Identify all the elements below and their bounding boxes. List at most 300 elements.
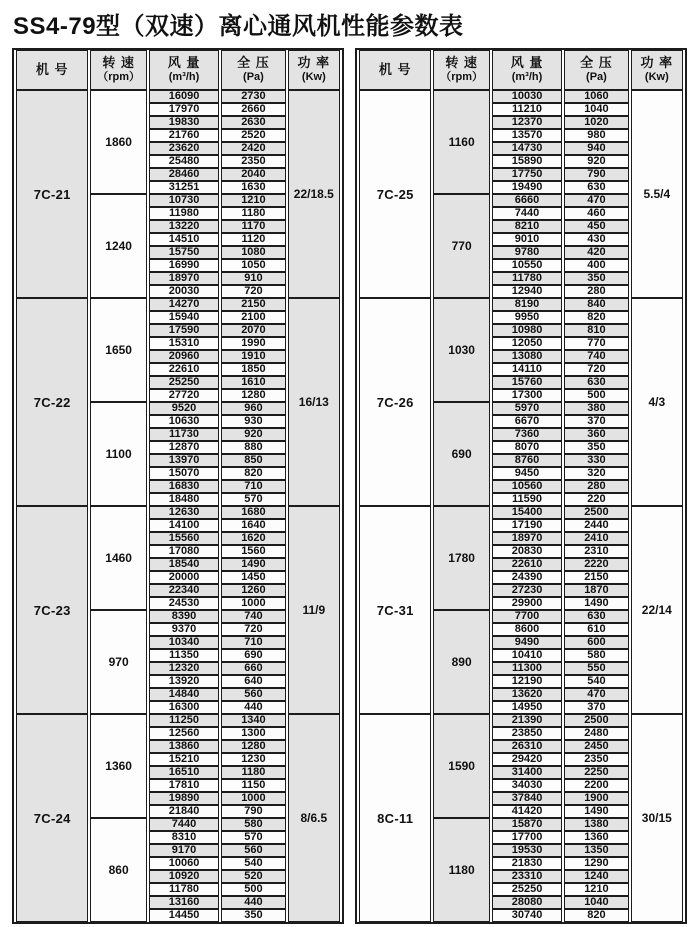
flow-cell: 20960 bbox=[149, 350, 219, 363]
flow-cell: 30740 bbox=[492, 909, 562, 922]
flow-cell: 12630 bbox=[149, 506, 219, 519]
pressure-cell: 920 bbox=[564, 155, 628, 168]
pressure-cell: 1040 bbox=[564, 103, 628, 116]
pressure-cell: 2500 bbox=[564, 506, 628, 519]
model-cell: 8C-11 bbox=[359, 714, 431, 922]
pressure-cell: 720 bbox=[564, 363, 628, 376]
flow-cell: 9780 bbox=[492, 246, 562, 259]
flow-cell: 23310 bbox=[492, 870, 562, 883]
pressure-cell: 1280 bbox=[221, 389, 285, 402]
flow-cell: 10730 bbox=[149, 194, 219, 207]
flow-cell: 10980 bbox=[492, 324, 562, 337]
data-row bbox=[359, 714, 683, 727]
pressure-cell: 570 bbox=[221, 831, 285, 844]
flow-cell: 11210 bbox=[492, 103, 562, 116]
flow-cell: 15400 bbox=[492, 506, 562, 519]
flow-cell: 8760 bbox=[492, 454, 562, 467]
pressure-cell: 2220 bbox=[564, 558, 628, 571]
col-power-header-unit: (Kw) bbox=[301, 71, 326, 84]
spec-table-right bbox=[355, 48, 687, 924]
flow-cell: 34030 bbox=[492, 779, 562, 792]
flow-cell: 20000 bbox=[149, 571, 219, 584]
pressure-cell: 450 bbox=[564, 220, 628, 233]
pressure-cell: 1490 bbox=[564, 597, 628, 610]
flow-cell: 9170 bbox=[149, 844, 219, 857]
power-cell: 11/9 bbox=[288, 506, 340, 714]
pressure-cell: 1000 bbox=[221, 792, 285, 805]
flow-cell: 6670 bbox=[492, 415, 562, 428]
flow-cell: 17700 bbox=[492, 831, 562, 844]
pressure-cell: 1870 bbox=[564, 584, 628, 597]
pressure-cell: 540 bbox=[221, 857, 285, 870]
flow-cell: 17810 bbox=[149, 779, 219, 792]
pressure-cell: 1060 bbox=[564, 90, 628, 103]
pressure-cell: 2480 bbox=[564, 727, 628, 740]
pressure-cell: 710 bbox=[221, 636, 285, 649]
flow-cell: 21760 bbox=[149, 129, 219, 142]
flow-cell: 16510 bbox=[149, 766, 219, 779]
flow-cell: 12370 bbox=[492, 116, 562, 129]
pressure-cell: 540 bbox=[564, 675, 628, 688]
flow-cell: 13860 bbox=[149, 740, 219, 753]
flow-cell: 25480 bbox=[149, 155, 219, 168]
pressure-cell: 920 bbox=[221, 428, 285, 441]
flow-cell: 11250 bbox=[149, 714, 219, 727]
col-pressure-header: 全 压 (Pa) bbox=[221, 50, 285, 90]
pressure-cell: 820 bbox=[221, 467, 285, 480]
flow-cell: 12560 bbox=[149, 727, 219, 740]
flow-cell: 15210 bbox=[149, 753, 219, 766]
pressure-cell: 630 bbox=[564, 181, 628, 194]
pressure-cell: 1180 bbox=[221, 766, 285, 779]
pressure-cell: 2730 bbox=[221, 90, 285, 103]
flow-cell: 15940 bbox=[149, 311, 219, 324]
pressure-cell: 2100 bbox=[221, 311, 285, 324]
flow-cell: 14450 bbox=[149, 909, 219, 922]
pressure-cell: 400 bbox=[564, 259, 628, 272]
flow-cell: 19890 bbox=[149, 792, 219, 805]
flow-cell: 8210 bbox=[492, 220, 562, 233]
col-power-header: 功 率 (Kw) bbox=[288, 50, 340, 90]
speed-cell: 970 bbox=[90, 610, 146, 714]
flow-cell: 15560 bbox=[149, 532, 219, 545]
flow-cell: 6660 bbox=[492, 194, 562, 207]
pressure-cell: 640 bbox=[221, 675, 285, 688]
power-cell: 30/15 bbox=[631, 714, 683, 922]
flow-cell: 10560 bbox=[492, 480, 562, 493]
pressure-cell: 470 bbox=[564, 688, 628, 701]
pressure-cell: 500 bbox=[564, 389, 628, 402]
flow-cell: 14840 bbox=[149, 688, 219, 701]
pressure-cell: 1640 bbox=[221, 519, 285, 532]
flow-cell: 13160 bbox=[149, 896, 219, 909]
flow-cell: 21830 bbox=[492, 857, 562, 870]
pressure-cell: 1290 bbox=[564, 857, 628, 870]
col-model-header: 机 号 bbox=[16, 50, 88, 90]
flow-cell: 13620 bbox=[492, 688, 562, 701]
speed-cell: 890 bbox=[433, 610, 489, 714]
pressure-cell: 560 bbox=[221, 688, 285, 701]
pressure-cell: 350 bbox=[564, 272, 628, 285]
pressure-cell: 1630 bbox=[221, 181, 285, 194]
pressure-cell: 380 bbox=[564, 402, 628, 415]
flow-cell: 12320 bbox=[149, 662, 219, 675]
flow-cell: 12940 bbox=[492, 285, 562, 298]
col-pressure-header-unit: (Pa) bbox=[243, 71, 264, 84]
flow-cell: 10550 bbox=[492, 259, 562, 272]
power-cell: 8/6.5 bbox=[288, 714, 340, 922]
flow-cell: 8070 bbox=[492, 441, 562, 454]
flow-cell: 11300 bbox=[492, 662, 562, 675]
flow-cell: 31251 bbox=[149, 181, 219, 194]
pressure-cell: 1210 bbox=[221, 194, 285, 207]
flow-cell: 7440 bbox=[149, 818, 219, 831]
pressure-cell: 1350 bbox=[564, 844, 628, 857]
col-pressure-header: 全 压 (Pa) bbox=[564, 50, 628, 90]
model-cell: 7C-24 bbox=[16, 714, 88, 922]
speed-cell: 1240 bbox=[90, 194, 146, 298]
flow-cell: 9950 bbox=[492, 311, 562, 324]
pressure-cell: 1610 bbox=[221, 376, 285, 389]
flow-cell: 12190 bbox=[492, 675, 562, 688]
data-row bbox=[16, 506, 340, 519]
pressure-cell: 1210 bbox=[564, 883, 628, 896]
power-cell: 16/13 bbox=[288, 298, 340, 506]
pressure-cell: 2040 bbox=[221, 168, 285, 181]
power-cell: 22/14 bbox=[631, 506, 683, 714]
col-power-header: 功 率 (Kw) bbox=[631, 50, 683, 90]
pressure-cell: 820 bbox=[564, 311, 628, 324]
pressure-cell: 360 bbox=[564, 428, 628, 441]
pressure-cell: 440 bbox=[221, 896, 285, 909]
flow-cell: 18540 bbox=[149, 558, 219, 571]
pressure-cell: 840 bbox=[564, 298, 628, 311]
data-row bbox=[16, 90, 340, 103]
flow-cell: 20830 bbox=[492, 545, 562, 558]
flow-cell: 13920 bbox=[149, 675, 219, 688]
flow-cell: 17300 bbox=[492, 389, 562, 402]
pressure-cell: 1900 bbox=[564, 792, 628, 805]
pressure-cell: 1560 bbox=[221, 545, 285, 558]
flow-cell: 9010 bbox=[492, 233, 562, 246]
pressure-cell: 1050 bbox=[221, 259, 285, 272]
pressure-cell: 2500 bbox=[564, 714, 628, 727]
pressure-cell: 280 bbox=[564, 480, 628, 493]
flow-cell: 18970 bbox=[492, 532, 562, 545]
flow-cell: 8390 bbox=[149, 610, 219, 623]
flow-cell: 21390 bbox=[492, 714, 562, 727]
data-row bbox=[359, 298, 683, 311]
flow-cell: 27230 bbox=[492, 584, 562, 597]
flow-cell: 10630 bbox=[149, 415, 219, 428]
flow-cell: 26310 bbox=[492, 740, 562, 753]
pressure-cell: 1230 bbox=[221, 753, 285, 766]
power-cell: 5.5/4 bbox=[631, 90, 683, 298]
model-cell: 7C-23 bbox=[16, 506, 88, 714]
flow-cell: 14510 bbox=[149, 233, 219, 246]
pressure-cell: 350 bbox=[564, 441, 628, 454]
flow-cell: 12870 bbox=[149, 441, 219, 454]
pressure-cell: 420 bbox=[564, 246, 628, 259]
pressure-cell: 720 bbox=[221, 623, 285, 636]
flow-cell: 9370 bbox=[149, 623, 219, 636]
flow-cell: 7440 bbox=[492, 207, 562, 220]
pressure-cell: 1240 bbox=[564, 870, 628, 883]
power-cell: 22/18.5 bbox=[288, 90, 340, 298]
pressure-cell: 1850 bbox=[221, 363, 285, 376]
pressure-cell: 720 bbox=[221, 285, 285, 298]
pressure-cell: 2410 bbox=[564, 532, 628, 545]
flow-cell: 20030 bbox=[149, 285, 219, 298]
pressure-cell: 2630 bbox=[221, 116, 285, 129]
pressure-cell: 430 bbox=[564, 233, 628, 246]
flow-cell: 11980 bbox=[149, 207, 219, 220]
speed-cell: 1860 bbox=[90, 90, 146, 194]
power-cell: 4/3 bbox=[631, 298, 683, 506]
col-flow-header-unit: (m³/h) bbox=[511, 71, 543, 84]
data-row bbox=[16, 714, 340, 727]
pressure-cell: 1360 bbox=[564, 831, 628, 844]
pressure-cell: 660 bbox=[221, 662, 285, 675]
pressure-cell: 1490 bbox=[221, 558, 285, 571]
pressure-cell: 2250 bbox=[564, 766, 628, 779]
pressure-cell: 630 bbox=[564, 376, 628, 389]
pressure-cell: 460 bbox=[564, 207, 628, 220]
page-title: SS4-79型（双速）离心通风机性能参数表 bbox=[13, 13, 464, 40]
flow-cell: 18480 bbox=[149, 493, 219, 506]
pressure-cell: 930 bbox=[221, 415, 285, 428]
flow-cell: 7700 bbox=[492, 610, 562, 623]
pressure-cell: 1150 bbox=[221, 779, 285, 792]
col-flow-header-unit: (m³/h) bbox=[168, 71, 200, 84]
flow-cell: 13570 bbox=[492, 129, 562, 142]
flow-cell: 17590 bbox=[149, 324, 219, 337]
flow-cell: 28460 bbox=[149, 168, 219, 181]
pressure-cell: 880 bbox=[221, 441, 285, 454]
speed-cell: 690 bbox=[433, 402, 489, 506]
pressure-cell: 1680 bbox=[221, 506, 285, 519]
flow-cell: 13970 bbox=[149, 454, 219, 467]
flow-cell: 29420 bbox=[492, 753, 562, 766]
pressure-cell: 1910 bbox=[221, 350, 285, 363]
flow-cell: 10410 bbox=[492, 649, 562, 662]
flow-cell: 8310 bbox=[149, 831, 219, 844]
flow-cell: 23850 bbox=[492, 727, 562, 740]
flow-cell: 15870 bbox=[492, 818, 562, 831]
pressure-cell: 980 bbox=[564, 129, 628, 142]
pressure-cell: 2200 bbox=[564, 779, 628, 792]
pressure-cell: 580 bbox=[221, 818, 285, 831]
pressure-cell: 280 bbox=[564, 285, 628, 298]
flow-cell: 17750 bbox=[492, 168, 562, 181]
flow-cell: 17190 bbox=[492, 519, 562, 532]
speed-cell: 1590 bbox=[433, 714, 489, 818]
pressure-cell: 1340 bbox=[221, 714, 285, 727]
pressure-cell: 520 bbox=[221, 870, 285, 883]
pressure-cell: 1020 bbox=[564, 116, 628, 129]
speed-cell: 1030 bbox=[433, 298, 489, 402]
flow-cell: 19830 bbox=[149, 116, 219, 129]
flow-cell: 13220 bbox=[149, 220, 219, 233]
flow-cell: 37840 bbox=[492, 792, 562, 805]
flow-cell: 24530 bbox=[149, 597, 219, 610]
model-cell: 7C-31 bbox=[359, 506, 431, 714]
pressure-cell: 940 bbox=[564, 142, 628, 155]
pressure-cell: 810 bbox=[564, 324, 628, 337]
pressure-cell: 1620 bbox=[221, 532, 285, 545]
model-cell: 7C-22 bbox=[16, 298, 88, 506]
pressure-cell: 2440 bbox=[564, 519, 628, 532]
pressure-cell: 850 bbox=[221, 454, 285, 467]
spec-table-left bbox=[12, 48, 344, 924]
pressure-cell: 630 bbox=[564, 610, 628, 623]
col-speed-header-unit: （rpm） bbox=[440, 71, 484, 84]
flow-cell: 16300 bbox=[149, 701, 219, 714]
col-flow-header: 风 量 (m³/h) bbox=[149, 50, 219, 90]
flow-cell: 14270 bbox=[149, 298, 219, 311]
pressure-cell: 1080 bbox=[221, 246, 285, 259]
flow-cell: 15760 bbox=[492, 376, 562, 389]
model-cell: 7C-25 bbox=[359, 90, 431, 298]
pressure-cell: 1180 bbox=[221, 207, 285, 220]
flow-cell: 25250 bbox=[492, 883, 562, 896]
col-model-header: 机 号 bbox=[359, 50, 431, 90]
flow-cell: 10030 bbox=[492, 90, 562, 103]
pressure-cell: 1000 bbox=[221, 597, 285, 610]
pressure-cell: 740 bbox=[221, 610, 285, 623]
pressure-cell: 580 bbox=[564, 649, 628, 662]
col-pressure-header-unit: (Pa) bbox=[586, 71, 607, 84]
speed-cell: 1780 bbox=[433, 506, 489, 610]
col-speed-header-unit: （rpm） bbox=[97, 71, 141, 84]
pressure-cell: 740 bbox=[564, 350, 628, 363]
flow-cell: 16990 bbox=[149, 259, 219, 272]
col-flow-header: 风 量 (m³/h) bbox=[492, 50, 562, 90]
pressure-cell: 570 bbox=[221, 493, 285, 506]
pressure-cell: 470 bbox=[564, 194, 628, 207]
flow-cell: 15750 bbox=[149, 246, 219, 259]
pressure-cell: 790 bbox=[564, 168, 628, 181]
flow-cell: 17970 bbox=[149, 103, 219, 116]
pressure-cell: 2150 bbox=[564, 571, 628, 584]
pressure-cell: 440 bbox=[221, 701, 285, 714]
pressure-cell: 1040 bbox=[564, 896, 628, 909]
flow-cell: 10340 bbox=[149, 636, 219, 649]
pressure-cell: 1260 bbox=[221, 584, 285, 597]
speed-cell: 1460 bbox=[90, 506, 146, 610]
flow-cell: 9450 bbox=[492, 467, 562, 480]
pressure-cell: 1990 bbox=[221, 337, 285, 350]
pressure-cell: 1490 bbox=[564, 805, 628, 818]
col-speed-header: 转 速 （rpm） bbox=[433, 50, 489, 90]
pressure-cell: 1120 bbox=[221, 233, 285, 246]
pressure-cell: 500 bbox=[221, 883, 285, 896]
pressure-cell: 600 bbox=[564, 636, 628, 649]
pressure-cell: 610 bbox=[564, 623, 628, 636]
pressure-cell: 320 bbox=[564, 467, 628, 480]
flow-cell: 19490 bbox=[492, 181, 562, 194]
flow-cell: 17080 bbox=[149, 545, 219, 558]
speed-cell: 1100 bbox=[90, 402, 146, 506]
pressure-cell: 820 bbox=[564, 909, 628, 922]
flow-cell: 10920 bbox=[149, 870, 219, 883]
flow-cell: 28080 bbox=[492, 896, 562, 909]
pressure-cell: 2150 bbox=[221, 298, 285, 311]
flow-cell: 22610 bbox=[149, 363, 219, 376]
pressure-cell: 1300 bbox=[221, 727, 285, 740]
flow-cell: 41420 bbox=[492, 805, 562, 818]
flow-cell: 9520 bbox=[149, 402, 219, 415]
data-row bbox=[359, 90, 683, 103]
pressure-cell: 220 bbox=[564, 493, 628, 506]
flow-cell: 7360 bbox=[492, 428, 562, 441]
pressure-cell: 1170 bbox=[221, 220, 285, 233]
flow-cell: 8190 bbox=[492, 298, 562, 311]
flow-cell: 10060 bbox=[149, 857, 219, 870]
flow-cell: 14730 bbox=[492, 142, 562, 155]
flow-cell: 11780 bbox=[149, 883, 219, 896]
pressure-cell: 370 bbox=[564, 415, 628, 428]
flow-cell: 12050 bbox=[492, 337, 562, 350]
flow-cell: 16090 bbox=[149, 90, 219, 103]
speed-cell: 1160 bbox=[433, 90, 489, 194]
pressure-cell: 690 bbox=[221, 649, 285, 662]
flow-cell: 15890 bbox=[492, 155, 562, 168]
flow-cell: 22340 bbox=[149, 584, 219, 597]
flow-cell: 29900 bbox=[492, 597, 562, 610]
pressure-cell: 560 bbox=[221, 844, 285, 857]
pressure-cell: 790 bbox=[221, 805, 285, 818]
flow-cell: 19530 bbox=[492, 844, 562, 857]
flow-cell: 5970 bbox=[492, 402, 562, 415]
pressure-cell: 2520 bbox=[221, 129, 285, 142]
data-row bbox=[359, 506, 683, 519]
flow-cell: 9490 bbox=[492, 636, 562, 649]
flow-cell: 25250 bbox=[149, 376, 219, 389]
flow-cell: 11590 bbox=[492, 493, 562, 506]
flow-cell: 8600 bbox=[492, 623, 562, 636]
pressure-cell: 1380 bbox=[564, 818, 628, 831]
pressure-cell: 350 bbox=[221, 909, 285, 922]
flow-cell: 15310 bbox=[149, 337, 219, 350]
pressure-cell: 960 bbox=[221, 402, 285, 415]
header-row bbox=[16, 50, 340, 90]
pressure-cell: 2660 bbox=[221, 103, 285, 116]
pressure-cell: 2350 bbox=[221, 155, 285, 168]
pressure-cell: 550 bbox=[564, 662, 628, 675]
pressure-cell: 330 bbox=[564, 454, 628, 467]
flow-cell: 23620 bbox=[149, 142, 219, 155]
flow-cell: 16830 bbox=[149, 480, 219, 493]
speed-cell: 860 bbox=[90, 818, 146, 922]
model-cell: 7C-21 bbox=[16, 90, 88, 298]
pressure-cell: 770 bbox=[564, 337, 628, 350]
data-row bbox=[16, 298, 340, 311]
pressure-cell: 710 bbox=[221, 480, 285, 493]
flow-cell: 21840 bbox=[149, 805, 219, 818]
flow-cell: 27720 bbox=[149, 389, 219, 402]
pressure-cell: 370 bbox=[564, 701, 628, 714]
flow-cell: 14110 bbox=[492, 363, 562, 376]
flow-cell: 11350 bbox=[149, 649, 219, 662]
col-power-header-unit: (Kw) bbox=[644, 71, 669, 84]
flow-cell: 11730 bbox=[149, 428, 219, 441]
model-cell: 7C-26 bbox=[359, 298, 431, 506]
pressure-cell: 1450 bbox=[221, 571, 285, 584]
pressure-cell: 2350 bbox=[564, 753, 628, 766]
speed-cell: 770 bbox=[433, 194, 489, 298]
flow-cell: 18970 bbox=[149, 272, 219, 285]
